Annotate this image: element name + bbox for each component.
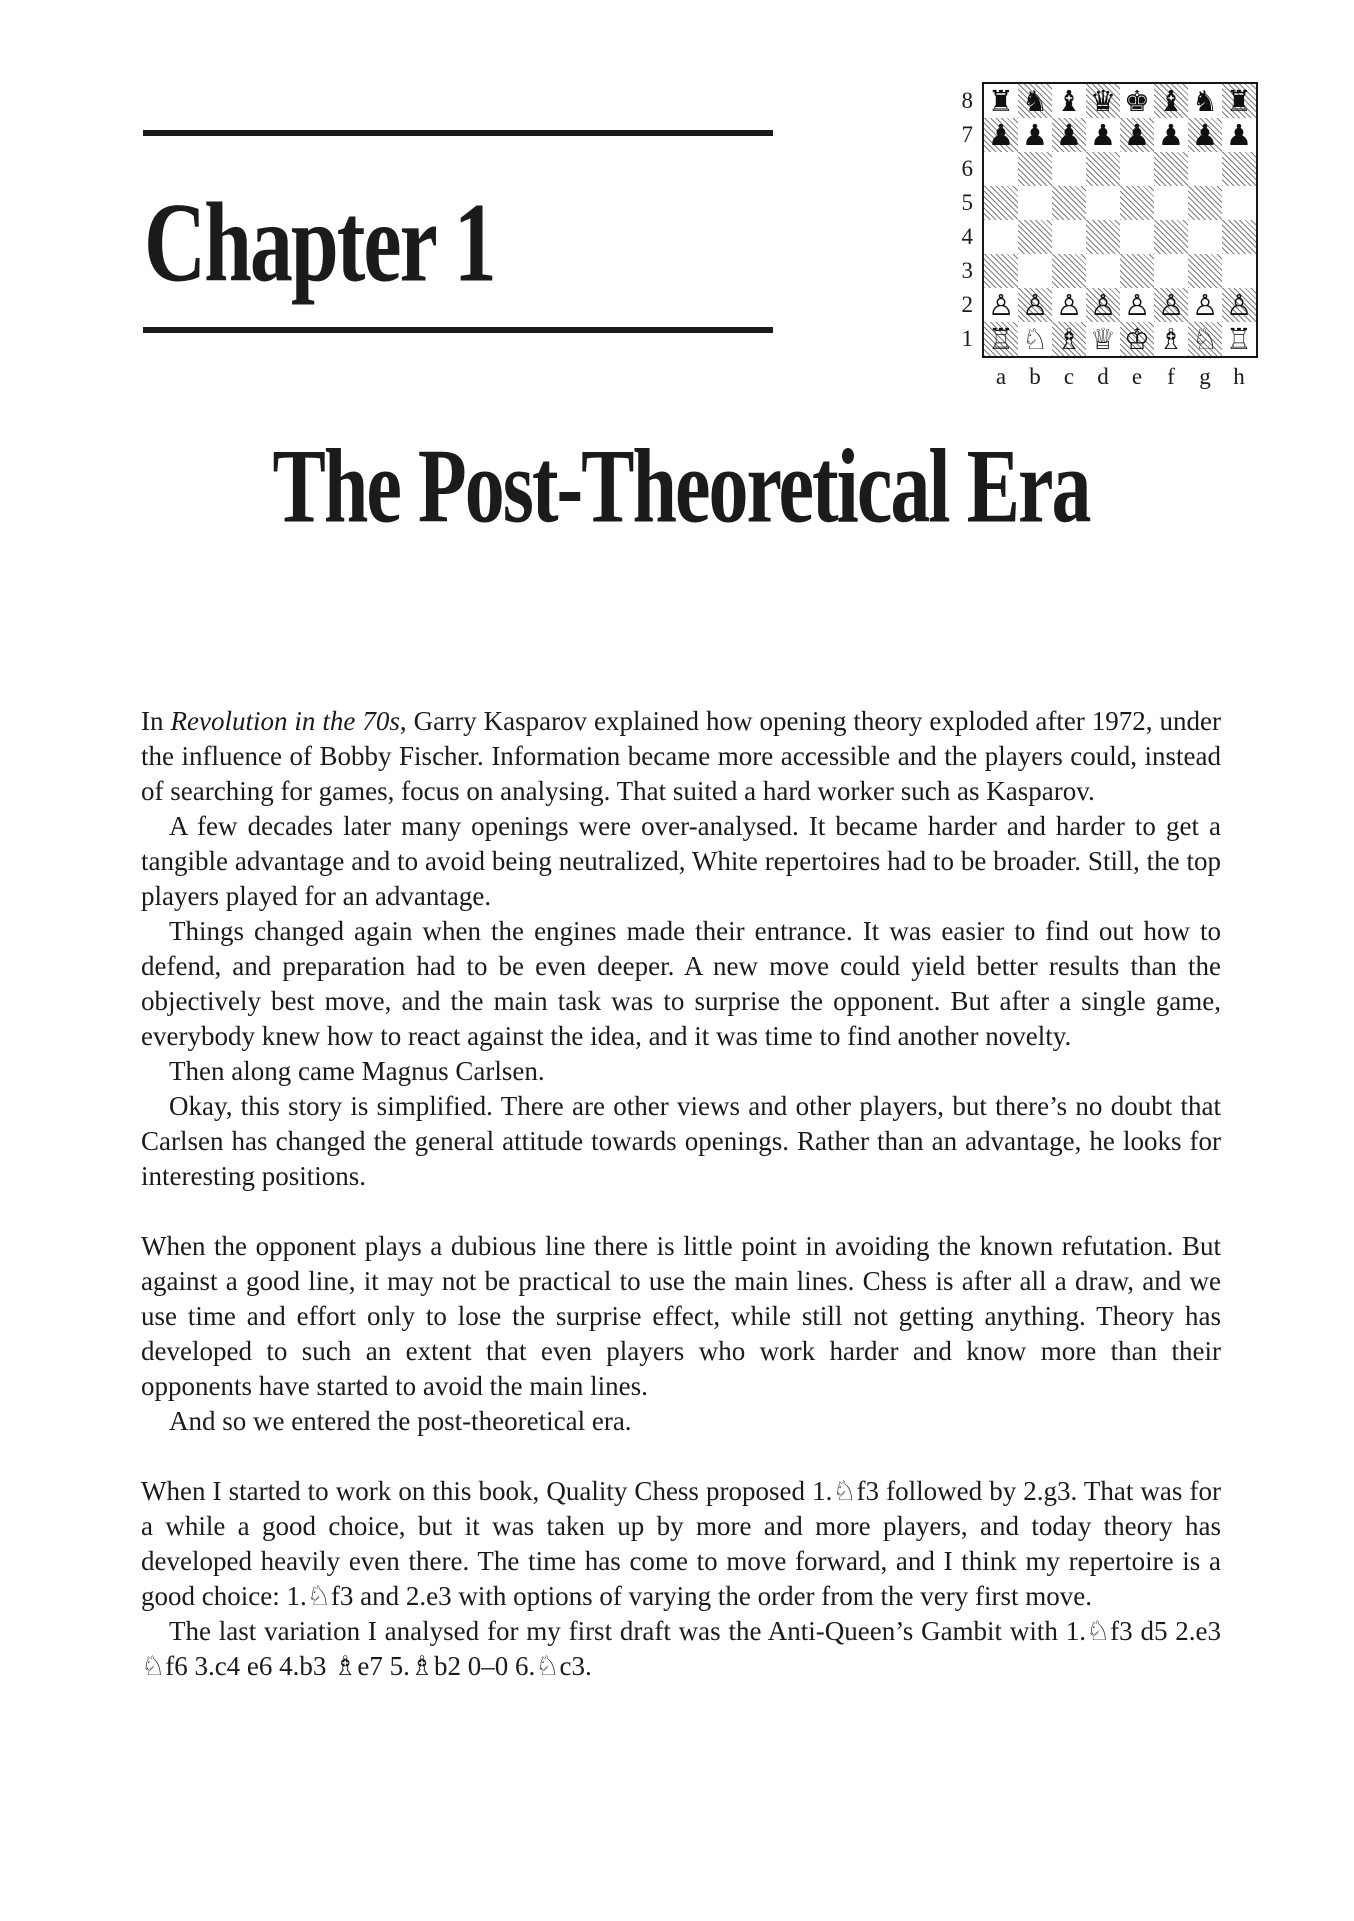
board-square [1188,84,1222,118]
text-run: And so we entered the post-theoretical era. [169,1406,632,1436]
text-run: The last variation I analysed for my first draft was the Anti-Queen’s Gambit with 1.♘f3 d5 2.e3 ♘f6 3.c4 e6 4.b3 ♗e7 5.♗b2 0–0 6.♘c3. [141,1616,1221,1681]
board-square [1052,288,1086,322]
file-label: d [1097,364,1109,389]
black-chess-piece: ♞ [1022,84,1048,118]
board-square [1018,152,1052,186]
white-chess-piece: ♙ [1056,288,1082,322]
board-square [1120,322,1154,356]
rank-labels [954,84,982,356]
chapter-rule-top [143,130,773,136]
black-chess-piece: ♟ [1056,118,1082,152]
board-square [1018,322,1052,356]
board-square [1222,84,1256,118]
board-square [1222,118,1256,152]
board-square [984,254,1018,288]
board-square [1188,254,1222,288]
white-chess-piece: ♘ [1192,322,1218,356]
board-square [1052,118,1086,152]
chapter-label: Chapter 1 [144,178,495,306]
board-square [1222,254,1256,288]
board-square [1154,84,1188,118]
black-chess-piece: ♟ [1022,118,1048,152]
board-square [984,118,1018,152]
board-square [1188,152,1222,186]
white-chess-piece: ♙ [1090,288,1116,322]
board-square [1154,186,1188,220]
black-chess-piece: ♞ [1192,84,1218,118]
black-chess-piece: ♚ [1124,84,1150,118]
board-square [1018,288,1052,322]
file-label: c [1063,364,1075,389]
board-square [1154,288,1188,322]
black-chess-piece: ♟ [1090,118,1116,152]
board-square [1222,186,1256,220]
file-label: e [1131,364,1143,389]
paragraph [141,914,1221,1054]
board-square [1222,288,1256,322]
black-chess-piece: ♝ [1056,84,1082,118]
paragraph [141,1054,1221,1089]
board-square [984,220,1018,254]
rank-label: 5 [961,190,973,215]
white-chess-piece: ♔ [1124,322,1150,356]
board-square [1086,220,1120,254]
rank-label: 2 [961,292,973,317]
black-chess-piece: ♟ [1158,118,1184,152]
white-chess-piece: ♗ [1158,322,1184,356]
black-chess-piece: ♝ [1158,84,1184,118]
board-square [1188,220,1222,254]
black-chess-piece: ♟ [1124,118,1150,152]
board-square [1222,220,1256,254]
rank-label: 7 [961,122,973,147]
board-square [1086,118,1120,152]
text-run: Things changed again when the engines made their entrance. It was easier to find out how to defend, and preparation had to be even deeper. A new move could yield better results than the objectively best move, and the main task was to surprise the opponent. But after a single game, everybody knew how to react against the idea, and it was time to find another novelty. [141,916,1221,1051]
text-run: When the opponent plays a dubious line there is little point in avoiding the known refutation. But against a good line, it may not be practical to use the main lines. Chess is after all a draw, and we use time and effort only to lose the surprise effect, while still not getting anything. Theory has developed to such an extent that even players who work harder and know more than their opponents have started to avoid the main lines. [141,1231,1221,1401]
text-run: A few decades later many openings were over-analysed. It became harder and harder to get a tangible advantage and to avoid being neutralized, White repertoires had to be broader. Still, the top players played for an advantage. [141,811,1221,911]
white-chess-piece: ♘ [1022,322,1048,356]
file-label: g [1199,364,1211,389]
paragraph [141,1089,1221,1194]
black-chess-piece: ♟ [988,118,1014,152]
board-square [1086,254,1120,288]
board-square [1018,186,1052,220]
text-run: Okay, this story is simplified. There are other views and other players, but there’s no doubt that Carlsen has changed the general attitude towards openings. Rather than an advantage, he looks for interesting positions. [141,1091,1221,1191]
text-run: In [141,706,171,736]
black-chess-piece: ♜ [988,84,1014,118]
white-chess-piece: ♖ [988,322,1014,356]
board-square [984,322,1018,356]
board-square [1086,186,1120,220]
board-square [1018,220,1052,254]
italic-text: Revolution in the 70s [170,706,400,736]
board-square [1120,118,1154,152]
board-square [1188,322,1222,356]
rank-label: 3 [961,258,973,283]
board-square [1188,118,1222,152]
chapter-rule-bottom [143,327,773,333]
board-square [1154,254,1188,288]
board-square [1086,288,1120,322]
board-square [1018,84,1052,118]
text-run: Then along came Magnus Carlsen. [169,1056,545,1086]
board-square [1120,84,1154,118]
board-grid [982,82,1258,358]
board-square [984,288,1018,322]
board-square [1052,152,1086,186]
rank-label: 1 [961,326,973,351]
text-run: , Garry Kasparov explained how opening theory exploded after 1972, under the influence of Bobby Fischer. Information became more accessible and the players could, instead of searching for games, focus on analysing. That suited a hard worker such as Kasparov. [141,706,1221,806]
black-chess-piece: ♜ [1226,84,1252,118]
board-square [1120,254,1154,288]
paragraph [141,704,1221,809]
board-square [1120,186,1154,220]
board-square [1154,220,1188,254]
rank-label: 8 [961,88,973,113]
white-chess-piece: ♙ [1158,288,1184,322]
paragraph [141,809,1221,914]
white-chess-piece: ♙ [1022,288,1048,322]
board-square [1052,254,1086,288]
board-square [1154,152,1188,186]
board-square [1188,288,1222,322]
board-square [984,186,1018,220]
chess-diagram [954,82,1258,389]
board-square [984,84,1018,118]
white-chess-piece: ♙ [1226,288,1252,322]
paragraph [141,1229,1221,1404]
board-square [1086,152,1120,186]
body-text [141,704,1221,1684]
white-chess-piece: ♕ [1090,322,1116,356]
white-chess-piece: ♖ [1226,322,1252,356]
board-square [1086,322,1120,356]
text-run: When I started to work on this book, Quality Chess proposed 1.♘f3 followed by 2.g3. That was for a while a good choice, but it was taken up by more and more players, and today theory has developed heavily even there. The time has come to move forward, and I think my repertoire is a good choice: 1.♘f3 and 2.e3 with options of varying the order from the very first move. [141,1476,1221,1611]
rank-label: 6 [961,156,973,181]
paragraph [141,1614,1221,1684]
board-square [1120,220,1154,254]
board-square [1222,322,1256,356]
board-square [1120,152,1154,186]
board-square [1222,152,1256,186]
board-square [1052,84,1086,118]
page-title: The Post-Theoretical Era [272,429,1090,546]
board-square [1052,322,1086,356]
board-square [1154,322,1188,356]
board-square [1052,220,1086,254]
board-square [1120,288,1154,322]
white-chess-piece: ♙ [988,288,1014,322]
board-square [984,152,1018,186]
board-square [1086,84,1120,118]
board-square [1188,186,1222,220]
paragraph [141,1404,1221,1439]
white-chess-piece: ♗ [1056,322,1082,356]
white-chess-piece: ♙ [1124,288,1150,322]
board-square [1018,254,1052,288]
board-square [1052,186,1086,220]
file-label: a [995,364,1007,389]
file-label: h [1233,364,1245,389]
paragraph [141,1474,1221,1614]
board-square [1154,118,1188,152]
file-labels [984,364,1256,390]
black-chess-piece: ♟ [1192,118,1218,152]
file-label: f [1167,364,1175,389]
black-chess-piece: ♛ [1090,84,1116,118]
white-chess-piece: ♙ [1192,288,1218,322]
black-chess-piece: ♟ [1226,118,1252,152]
board-square [1018,118,1052,152]
file-label: b [1029,364,1041,389]
rank-label: 4 [961,224,973,249]
